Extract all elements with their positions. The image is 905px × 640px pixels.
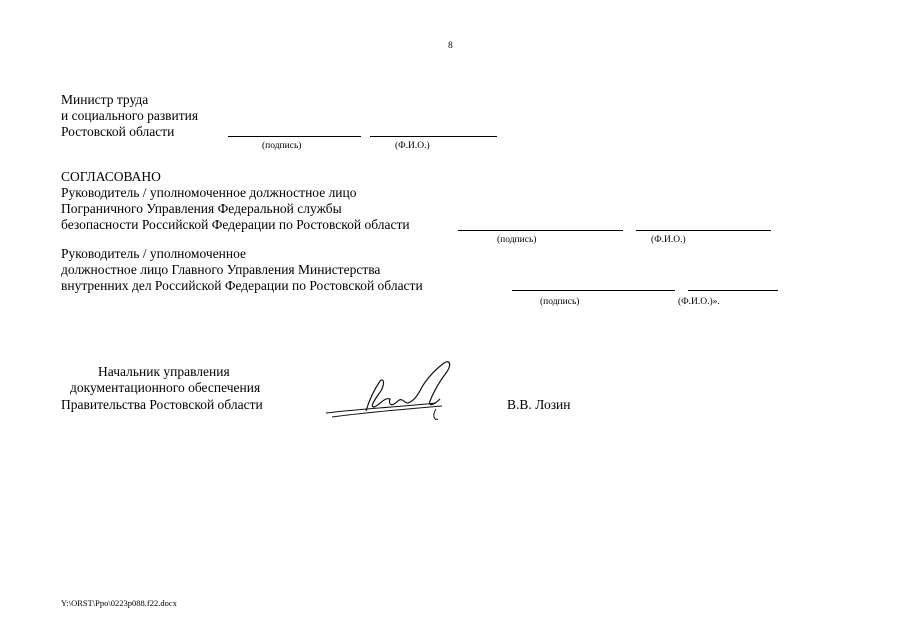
head-title-line-3: Правительства Ростовской области	[61, 397, 263, 412]
handwritten-signature	[318, 357, 478, 427]
approval-name-line	[636, 230, 771, 231]
minister-title-line-3: Ростовской области	[61, 124, 175, 139]
signer-name: В.В. Лозин	[507, 397, 571, 412]
approval-signature-line	[458, 230, 623, 231]
approval-heading: СОГЛАСОВАНО	[61, 169, 161, 184]
head-title-line-1: Начальник управления	[98, 364, 230, 379]
minister-title-line-1: Министр труда	[61, 92, 149, 107]
minister-title-line-2: и социального развития	[61, 108, 199, 123]
approval-line-2: Пограничного Управления Федеральной службы	[61, 201, 342, 216]
minister-signature-caption: (подпись)	[262, 141, 302, 151]
minister-name-caption: (Ф.И.О.)	[395, 141, 430, 151]
minister-signature-line	[228, 136, 361, 137]
police-signature-line	[512, 290, 675, 291]
approval-line-3: безопасности Российской Федерации по Ростовской области	[61, 217, 410, 232]
approval-signature-caption: (подпись)	[497, 235, 537, 245]
file-path: Y:\ORST\Ppo\0223p088.f22.docx	[61, 598, 177, 608]
police-name-line	[688, 290, 778, 291]
police-line-2: должностное лицо Главного Управления Министерства	[61, 262, 381, 277]
police-name-caption: (Ф.И.О.)».	[678, 297, 720, 307]
police-line-1: Руководитель / уполномоченное	[61, 246, 246, 261]
page-number: 8	[448, 41, 453, 51]
head-title-line-2: документационного обеспечения	[70, 380, 261, 395]
police-line-3: внутренних дел Российской Федерации по Ростовской области	[61, 278, 423, 293]
minister-name-line	[370, 136, 497, 137]
approval-line-1: Руководитель / уполномоченное должностное лицо	[61, 185, 357, 200]
police-signature-caption: (подпись)	[540, 297, 580, 307]
approval-name-caption: (Ф.И.О.)	[651, 235, 686, 245]
